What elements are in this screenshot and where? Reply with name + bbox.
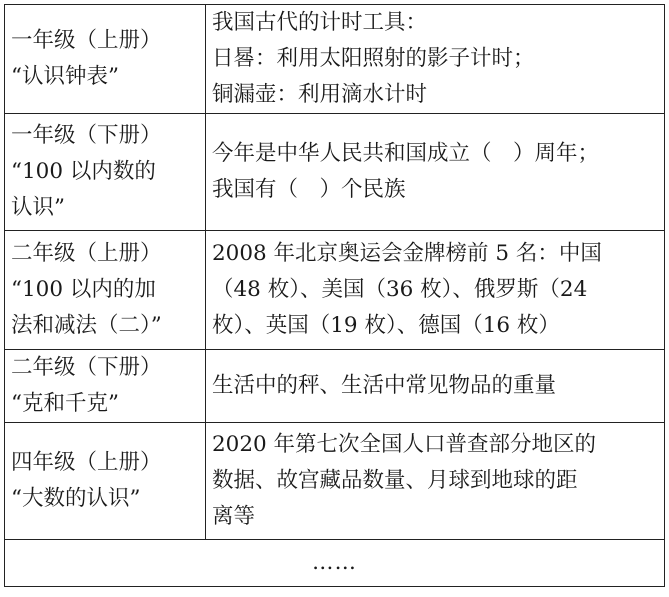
content-line: 我国古代的计时工具：	[212, 10, 428, 35]
curriculum-table	[4, 4, 665, 587]
content-line: （48 枚）、美国（36 枚）、俄罗斯（24	[212, 277, 588, 302]
grade-line: “大数的认识”	[11, 486, 141, 511]
table-row	[5, 350, 665, 423]
table-row	[5, 423, 665, 540]
content-cell	[206, 114, 665, 231]
content-line: 我国有（ ）个民族	[212, 177, 406, 202]
content-line: 生活中的秤、生活中常见物品的重量	[212, 373, 557, 398]
grade-line: 认识”	[11, 195, 65, 220]
grade-line: 法和减法（二）”	[11, 313, 162, 338]
content-cell	[206, 231, 665, 350]
grade-cell	[5, 350, 206, 423]
content-line: 日晷：利用太阳照射的影子计时；	[212, 46, 535, 71]
grade-line: “克和千克”	[11, 391, 119, 416]
grade-line: “100 以内数的	[11, 159, 156, 184]
grade-cell	[5, 114, 206, 231]
content-line: 数据、故宫藏品数量、月球到地球的距	[212, 468, 578, 493]
table-row	[5, 231, 665, 350]
content-line: 枚）、英国（19 枚）、德国（16 枚）	[212, 313, 560, 338]
content-cell	[206, 5, 665, 114]
ellipsis-cell: ……	[5, 540, 665, 587]
table-row	[5, 114, 665, 231]
grade-line: 一年级（上册）	[11, 28, 162, 53]
content-cell	[206, 350, 665, 423]
grade-line: 一年级（下册）	[11, 123, 162, 148]
table-row	[5, 5, 665, 114]
grade-line: 四年级（上册）	[11, 450, 162, 475]
content-cell	[206, 423, 665, 540]
grade-line: “认识钟表”	[11, 64, 119, 89]
content-line: 2020 年第七次全国人口普查部分地区的	[212, 432, 597, 457]
content-line: 今年是中华人民共和国成立（ ）周年；	[212, 141, 600, 166]
content-line: 离等	[212, 504, 256, 529]
grade-cell	[5, 5, 206, 114]
content-line: 2008 年北京奥运会金牌榜前 5 名：中国	[212, 241, 602, 266]
grade-cell	[5, 231, 206, 350]
table-row-ellipsis	[5, 540, 665, 587]
grade-cell	[5, 423, 206, 540]
content-line: 铜漏壶：利用滴水计时	[212, 82, 428, 107]
grade-line: 二年级（上册）	[11, 241, 162, 266]
grade-line: 二年级（下册）	[11, 355, 162, 380]
grade-line: “100 以内的加	[11, 277, 156, 302]
